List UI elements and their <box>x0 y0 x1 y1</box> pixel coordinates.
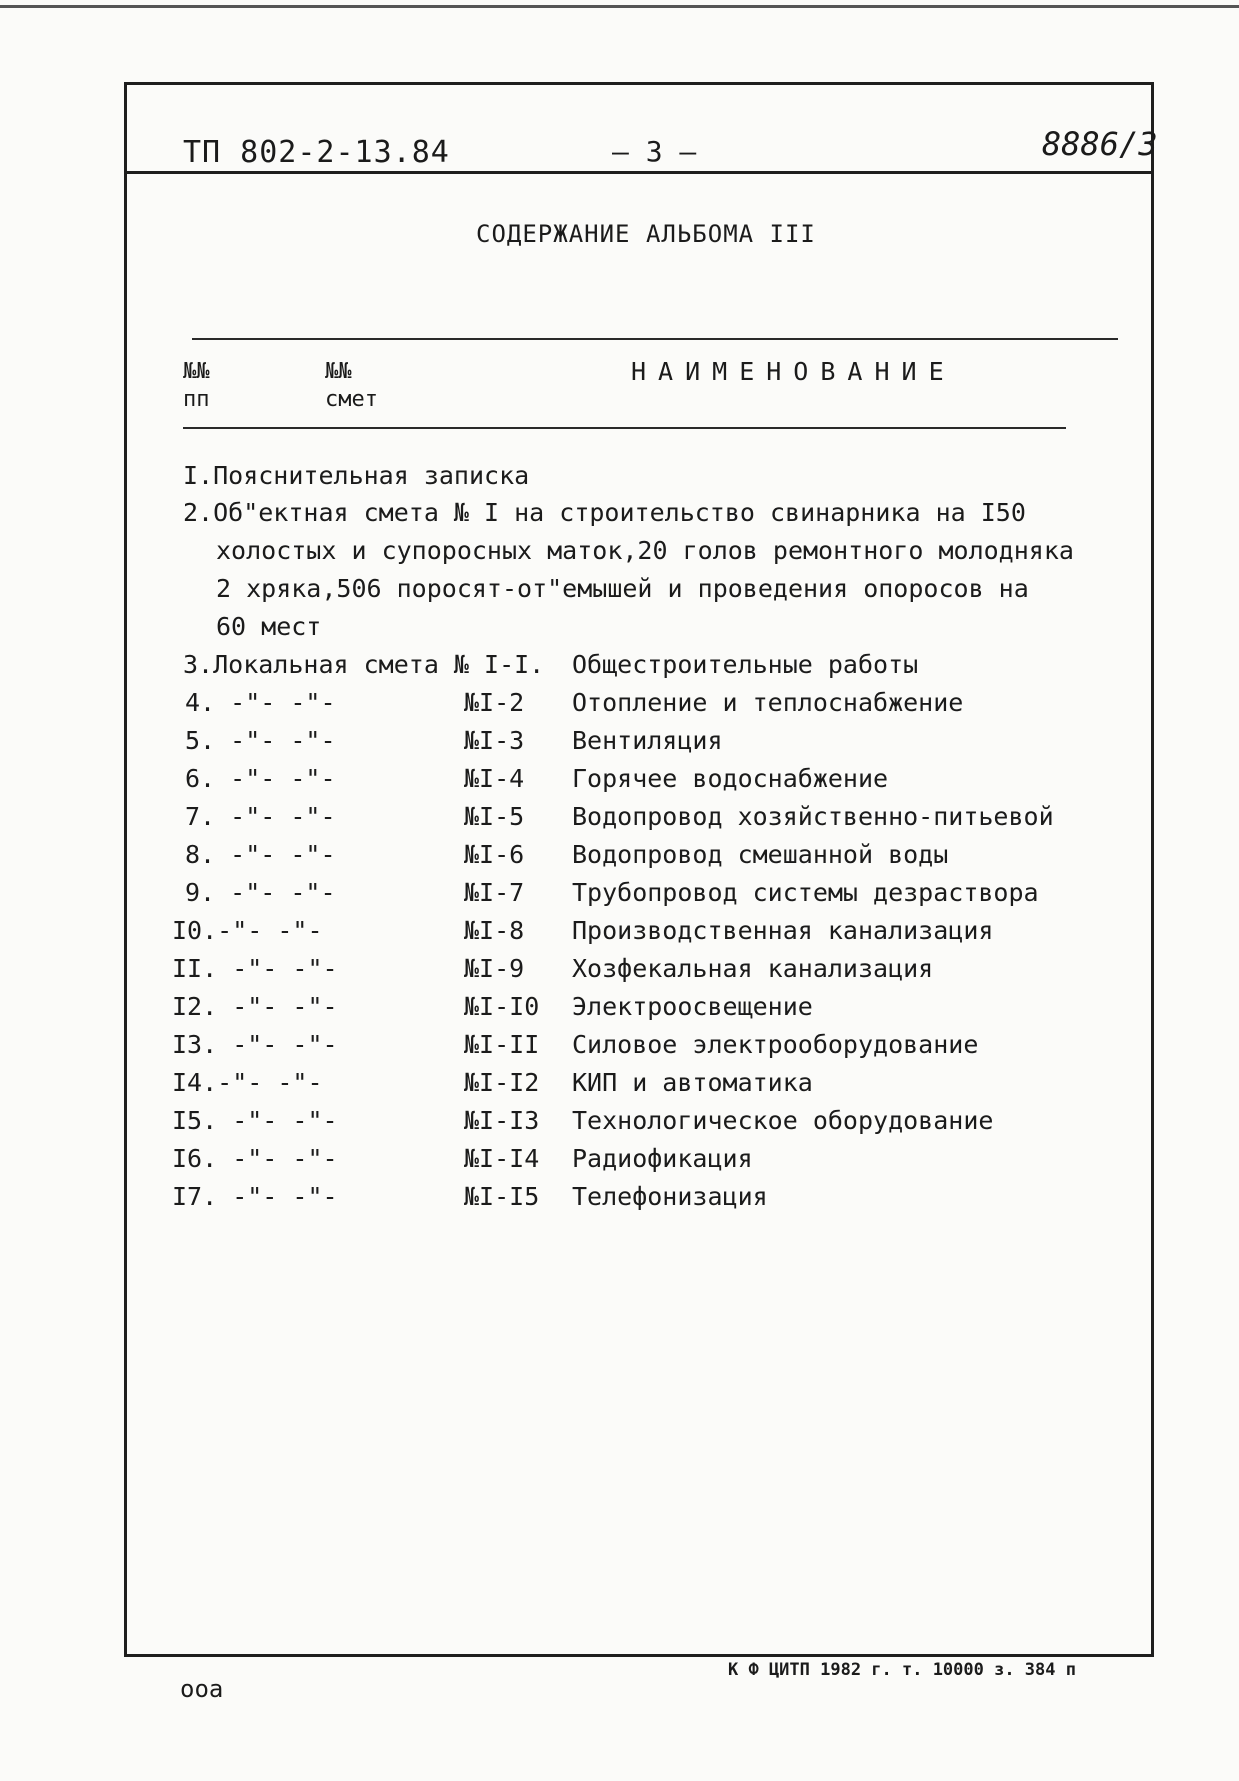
intro-line-3: холостых и супоросных маток,20 голов ремонтного молодняка <box>216 536 1074 565</box>
row-estimate-code: №I-I3 <box>464 1106 540 1135</box>
intro-line-4: 2 хряка,506 поросят-от"емышей и проведения опоросов на <box>216 574 1029 603</box>
table-header-rule-top <box>192 338 1118 340</box>
row-number: I5. -"- -"- <box>172 1106 338 1135</box>
intro-line-5: 60 мест <box>216 612 322 641</box>
intro-line-1: I.Пояснительная записка <box>183 461 530 490</box>
page-frame <box>124 82 1154 1657</box>
row-estimate-code: №I-7 <box>464 878 525 907</box>
row-estimate-code: №I-I2 <box>464 1068 540 1097</box>
row-number: 7. -"- -"- <box>185 802 336 831</box>
local-estimate-name: Общестроительные работы <box>572 650 919 679</box>
row-number: I2. -"- -"- <box>172 992 338 1021</box>
row-estimate-name: Вентиляция <box>572 726 723 755</box>
row-number: I3. -"- -"- <box>172 1030 338 1059</box>
row-estimate-name: Трубопровод системы дезраствора <box>572 878 1039 907</box>
row-estimate-name: Технологическое оборудование <box>572 1106 994 1135</box>
row-estimate-name: Водопровод смешанной воды <box>572 840 949 869</box>
row-number: II. -"- -"- <box>172 954 338 983</box>
column-header-pp: №№ пп <box>183 359 210 412</box>
row-number: I6. -"- -"- <box>172 1144 338 1173</box>
row-estimate-name: Производственная канализация <box>572 916 994 945</box>
row-estimate-code: №I-I4 <box>464 1144 540 1173</box>
row-estimate-code: №I-8 <box>464 916 525 945</box>
row-estimate-code: №I-I0 <box>464 992 540 1021</box>
intro-line-2: 2.Об"ектная смета № I на строительство свинарника на I50 <box>183 498 1026 527</box>
column-header-smet: №№ смет <box>325 359 378 412</box>
row-estimate-name: Радиофикация <box>572 1144 753 1173</box>
doc-code: ТП 802-2-13.84 <box>183 135 450 170</box>
local-estimate-prefix: 3.Локальная смета № I-I. <box>183 650 545 679</box>
row-estimate-name: КИП и автоматика <box>572 1068 813 1097</box>
row-number: I4.-"- -"- <box>172 1068 323 1097</box>
footer-left-mark: ооа <box>180 1675 224 1703</box>
page-number: – 3 – <box>612 135 697 168</box>
row-number: 9. -"- -"- <box>185 878 336 907</box>
row-number: I0.-"- -"- <box>172 916 323 945</box>
row-number: 4. -"- -"- <box>185 688 336 717</box>
row-estimate-code: №I-4 <box>464 764 525 793</box>
column-header-name: НАИМЕНОВАНИЕ <box>631 357 956 386</box>
row-estimate-code: №I-9 <box>464 954 525 983</box>
row-estimate-code: №I-I5 <box>464 1182 540 1211</box>
inventory-number: 8886/3 <box>1042 125 1158 163</box>
row-number: 5. -"- -"- <box>185 726 336 755</box>
footer-print-info: К Ф ЦИТП 1982 г. т. 10000 з. 384 п <box>728 1660 1076 1680</box>
row-estimate-code: №I-2 <box>464 688 525 717</box>
row-number: 8. -"- -"- <box>185 840 336 869</box>
row-estimate-code: №I-II <box>464 1030 540 1059</box>
table-header-rule-bottom <box>183 427 1066 429</box>
contents-title: СОДЕРЖАНИЕ АЛЬБОМА III <box>476 220 816 248</box>
row-estimate-name: Водопровод хозяйственно-питьевой <box>572 802 1054 831</box>
row-estimate-code: №I-3 <box>464 726 525 755</box>
row-number: I7. -"- -"- <box>172 1182 338 1211</box>
row-estimate-name: Отопление и теплоснабжение <box>572 688 964 717</box>
row-estimate-name: Силовое электрооборудование <box>572 1030 979 1059</box>
row-number: 6. -"- -"- <box>185 764 336 793</box>
row-estimate-name: Электроосвещение <box>572 992 813 1021</box>
row-estimate-name: Хозфекальная канализация <box>572 954 934 983</box>
row-estimate-name: Телефонизация <box>572 1182 768 1211</box>
row-estimate-name: Горячее водоснабжение <box>572 764 889 793</box>
header-rule <box>124 171 1154 174</box>
row-estimate-code: №I-5 <box>464 802 525 831</box>
row-estimate-code: №I-6 <box>464 840 525 869</box>
top-edge-rule <box>0 5 1239 8</box>
